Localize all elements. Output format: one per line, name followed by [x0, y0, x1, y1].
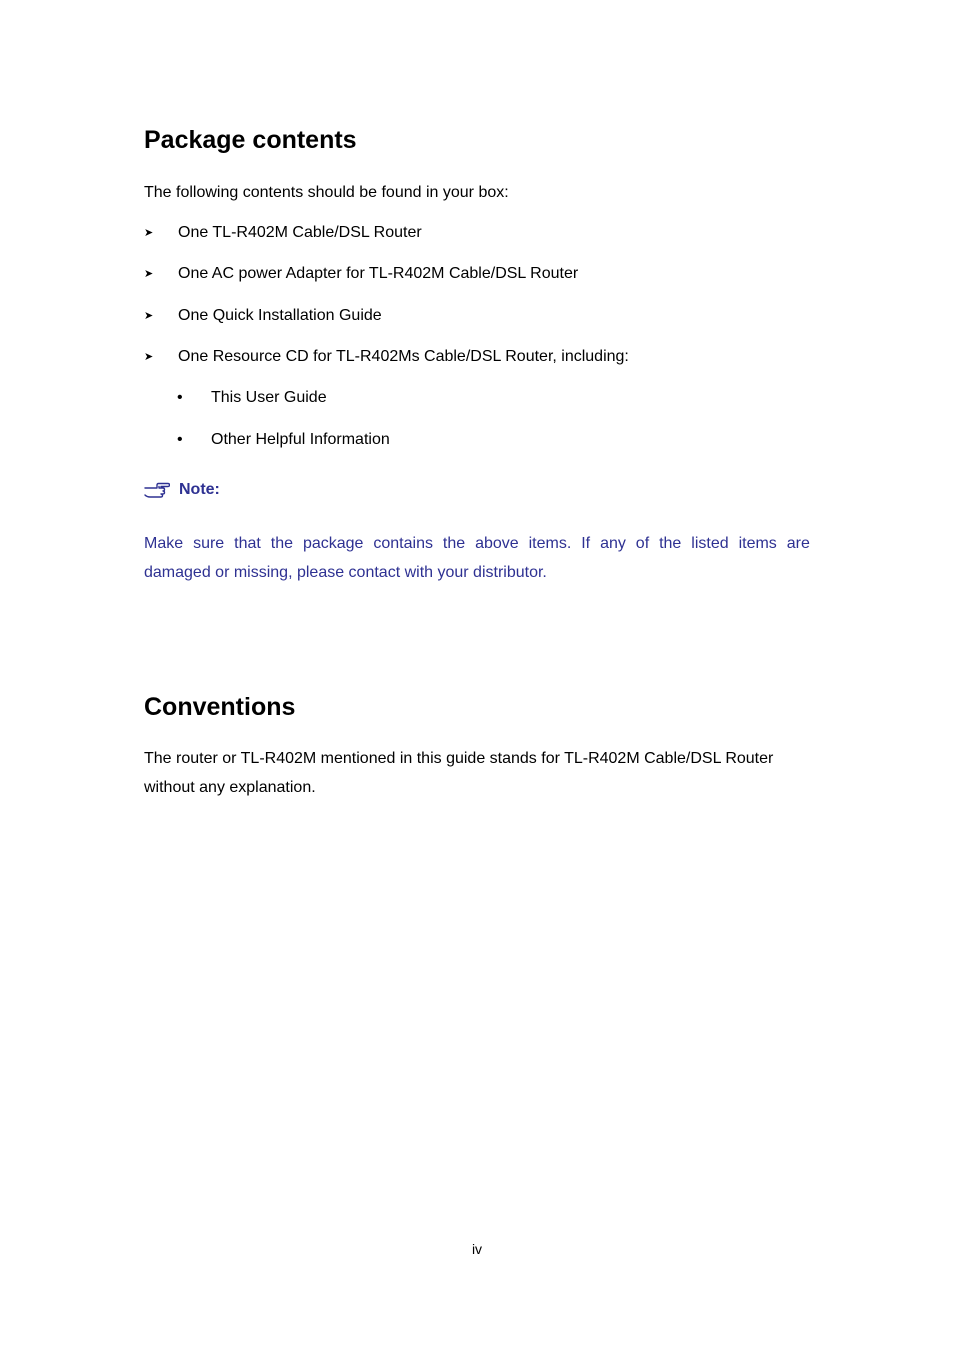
package-contents-heading: Package contents — [144, 126, 357, 154]
pointing-hand-icon — [144, 482, 170, 498]
note-word: any — [600, 535, 626, 552]
note-word: items — [738, 535, 777, 552]
conventions-text-line-1: The router or TL-R402M mentioned in this guide stands for TL-R402M Cable/DSL Router — [144, 750, 774, 767]
list-item-text: One Resource CD for TL-R402Ms Cable/DSL Router, including: — [178, 348, 629, 365]
note-word: the — [270, 535, 293, 552]
note-word: listed — [691, 535, 729, 552]
arrow-bullet-icon: ➤ — [144, 351, 154, 363]
note-word: sure — [193, 535, 225, 552]
note-word: above — [475, 535, 519, 552]
note-word: the — [442, 535, 466, 552]
arrow-bullet-icon: ➤ — [144, 268, 154, 280]
note-word: items. — [528, 535, 572, 552]
arrow-bullet-icon: ➤ — [144, 310, 154, 322]
conventions-text — [144, 744, 810, 802]
note-word: Make — [144, 535, 184, 552]
list-item-text: One TL-R402M Cable/DSL Router — [178, 224, 422, 241]
note-word: the — [659, 535, 682, 552]
sub-list-item-text: Other Helpful Information — [211, 431, 390, 448]
note-text — [144, 529, 810, 587]
page-number: iv — [471, 1241, 483, 1257]
note-label-text: Note: — [179, 481, 220, 498]
note-text-line-2: damaged or missing, please contact with your distributor. — [144, 564, 547, 581]
sub-list-item-text: This User Guide — [211, 389, 327, 406]
conventions-heading: Conventions — [144, 693, 296, 721]
conventions-text-line-2: without any explanation. — [144, 779, 316, 796]
package-contents-intro: The following contents should be found in your box: — [144, 184, 509, 201]
note-word: of — [635, 535, 650, 552]
list-item-text: One Quick Installation Guide — [178, 307, 382, 324]
arrow-bullet-icon: ➤ — [144, 227, 154, 239]
dot-bullet-icon: • — [177, 431, 183, 448]
dot-bullet-icon: • — [177, 389, 183, 406]
note-word: package — [302, 535, 364, 552]
note-text-line-1 — [144, 529, 810, 558]
note-word: are — [786, 535, 810, 552]
note-word: contains — [373, 535, 433, 552]
list-item-text: One AC power Adapter for TL-R402M Cable/DSL Router — [178, 265, 579, 282]
note-word: If — [581, 535, 591, 552]
note-word: that — [234, 535, 261, 552]
